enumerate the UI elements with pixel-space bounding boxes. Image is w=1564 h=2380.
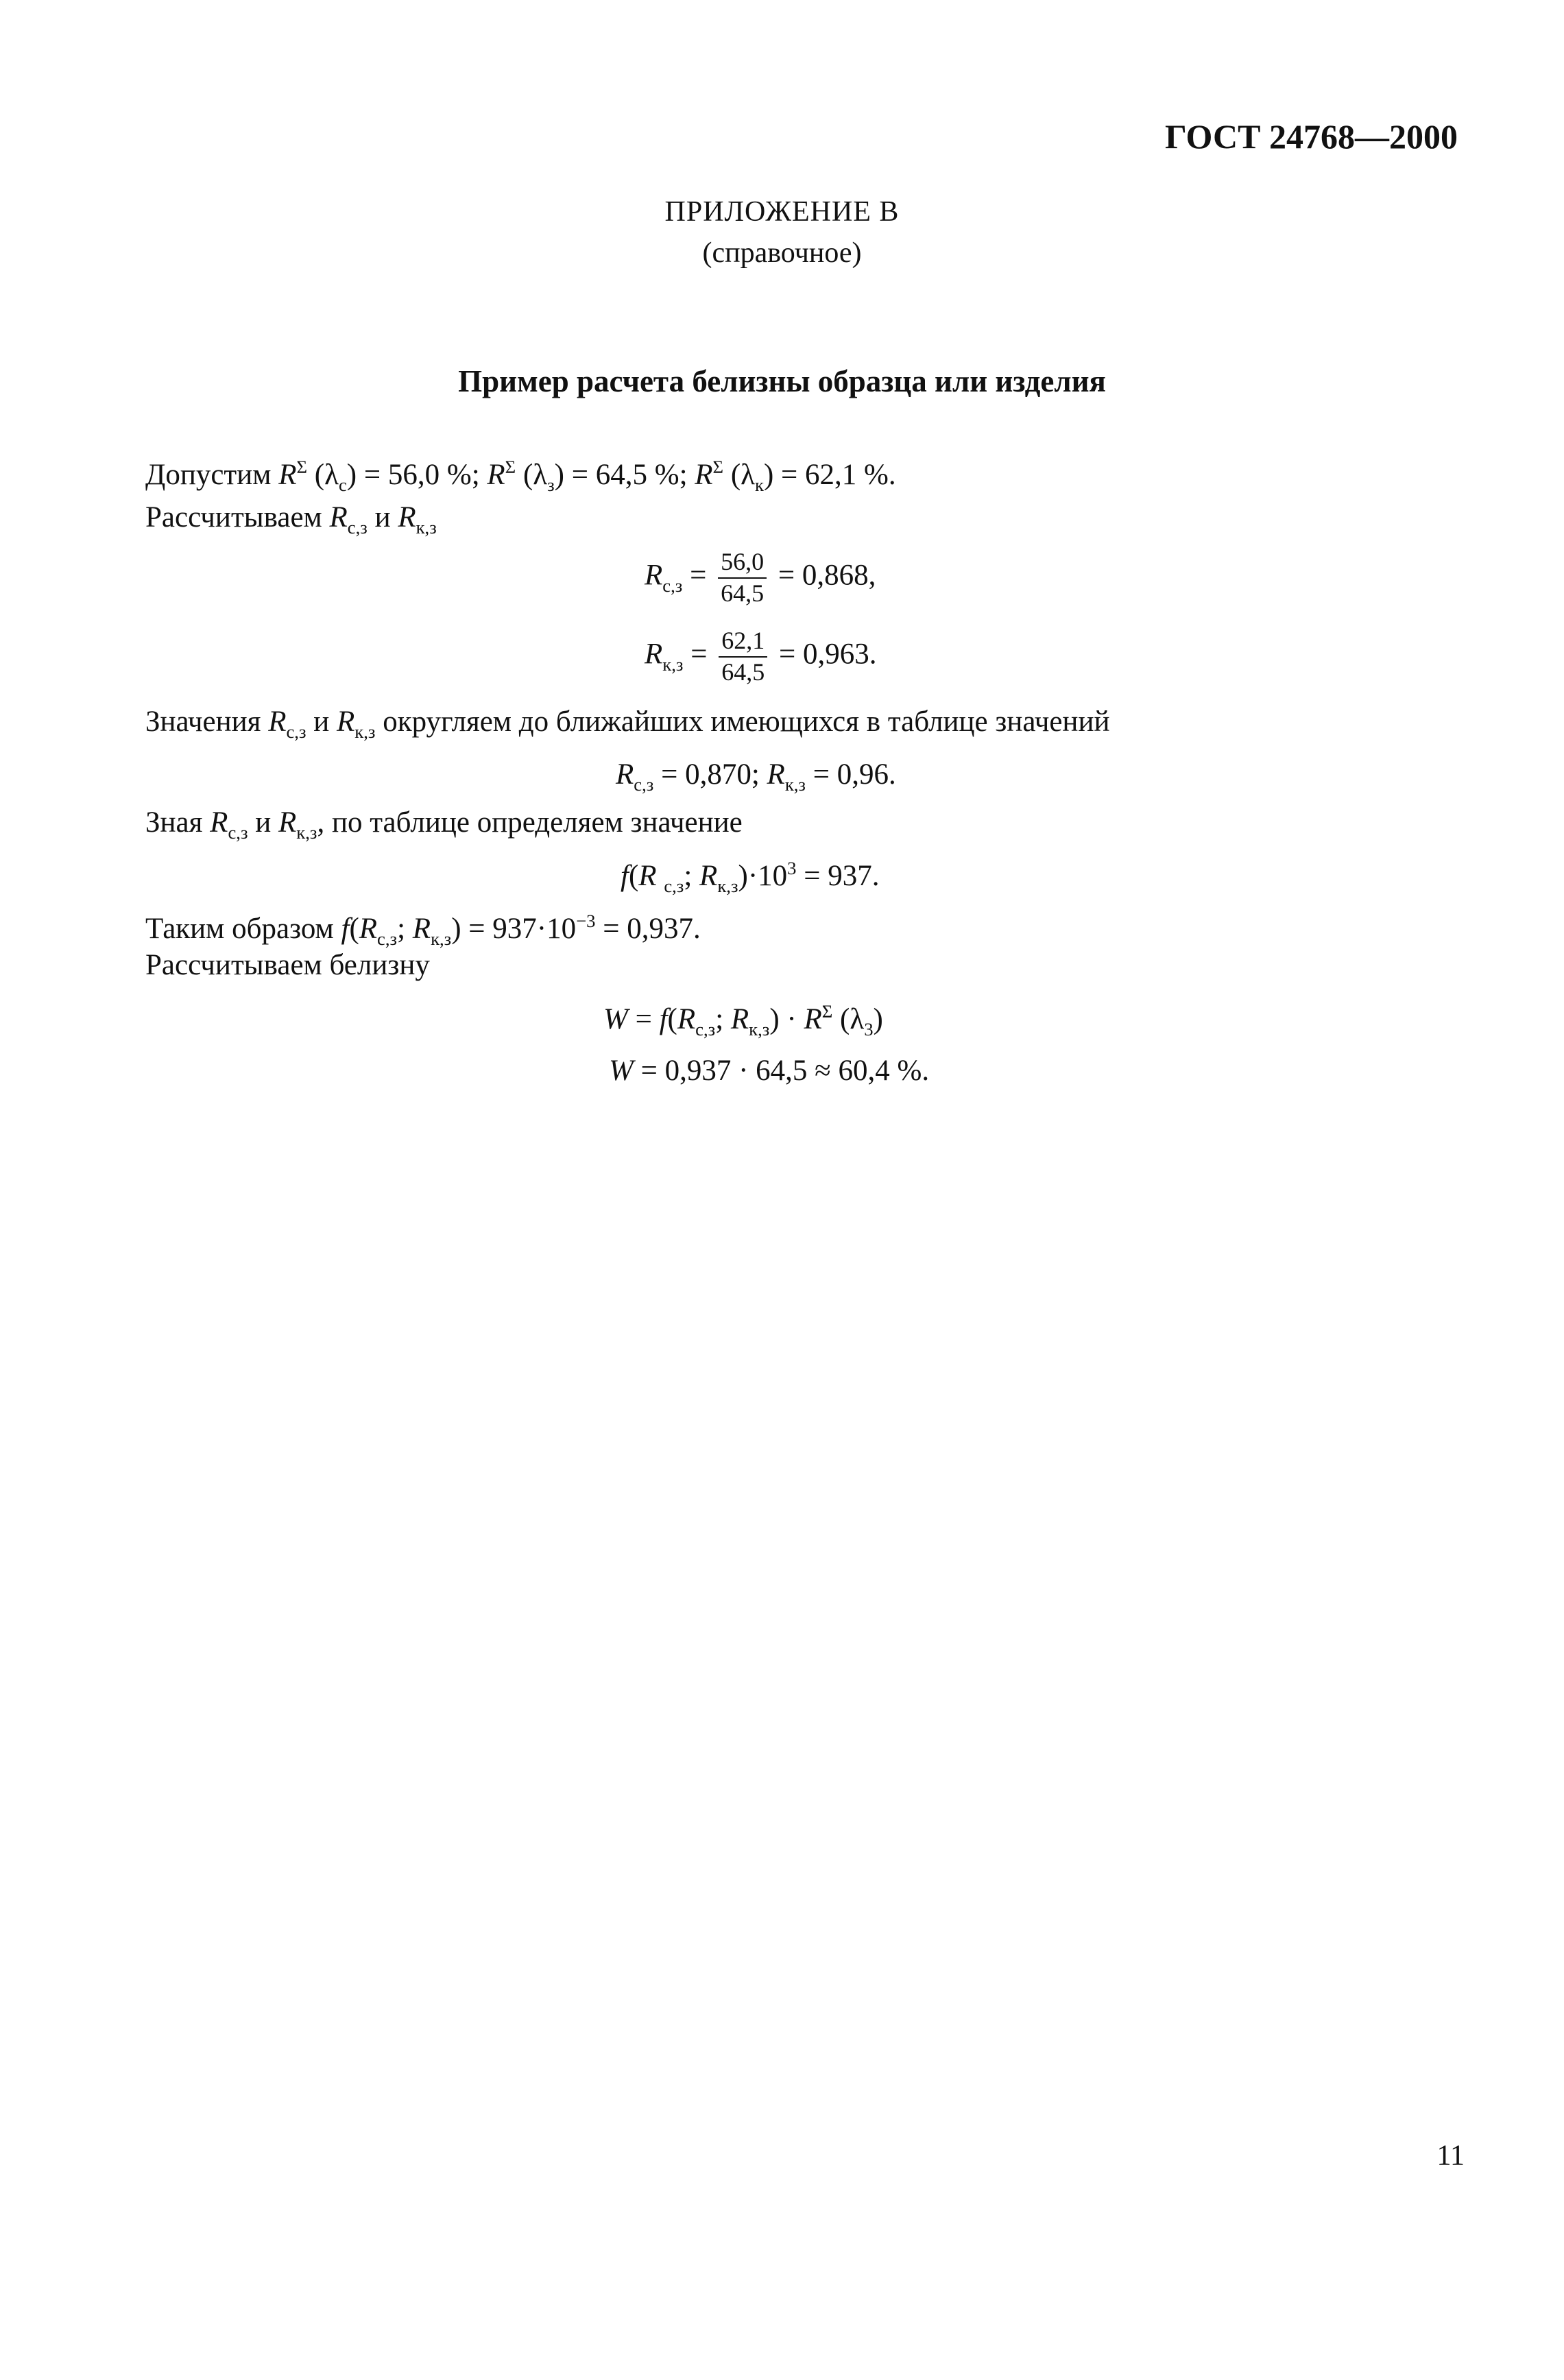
whiteness-line: Рассчитываем белизну bbox=[145, 949, 430, 981]
section-heading: Пример расчета белизны образца или изделия bbox=[458, 364, 1106, 398]
equation-rkz: $R_{к,з}$ = $\frac{62,1}{64,5}$ = 0,963. bbox=[645, 627, 877, 686]
equation-rcz: $R_{с,з}$ = $\frac{56,0}{64,5}$ = 0,868, bbox=[645, 548, 876, 607]
equation-rounded: $R_{с,з} = 0,870$; $R_{к,з} = 0,96$. bbox=[616, 758, 896, 795]
knowing-line: Зная $R_{с,з}$ и $R_{к,з}$, по таблице определяем значение bbox=[145, 806, 743, 843]
thus-line: Таким образом $f(R_{с,з}$; $R_{к,з}) = 937\cdot 10^{-3} = 0,937$. bbox=[145, 911, 701, 950]
equation-whiteness-formula: $W = f(R_{с,з}$; $R_{к,з}) \cdot R^\Sigma$ $(\lambda_3)$ bbox=[603, 1001, 883, 1040]
equation-whiteness-result: W = 0,937 · 64,5 ≈ 60,4 %. bbox=[609, 1055, 930, 1087]
page-number: 11 bbox=[1436, 2140, 1465, 2172]
appendix-subtitle: (справочное) bbox=[702, 237, 862, 269]
assume-line: Допустим $R^\Sigma$ $(\lambda_с) = 56,0$ %; $R^\Sigma$ $(\lambda_з) = 64,5$ %; $R^\Sigma$ $(\lambda_к) = 62,1$ %. bbox=[145, 457, 896, 496]
appendix-title: ПРИЛОЖЕНИЕ В bbox=[664, 196, 900, 228]
fraction: $\frac{62,1}{64,5}$ bbox=[719, 627, 767, 686]
calculate-line: Рассчитываем $R_{с,з}$ и $R_{к,з}$ bbox=[145, 501, 437, 538]
fraction: $\frac{56,0}{64,5}$ bbox=[718, 549, 767, 607]
rounding-line: Значения $R_{с,з}$ и $R_{к,з}$ округляем до ближайших имеющихся в таблице значений bbox=[145, 706, 1110, 743]
equation-table-value: f(R $_{с,з}$; $R_{к,з})\cdot 10^3 = 937$. bbox=[621, 858, 880, 897]
document-code: ГОСТ 24768—2000 bbox=[1164, 117, 1458, 156]
